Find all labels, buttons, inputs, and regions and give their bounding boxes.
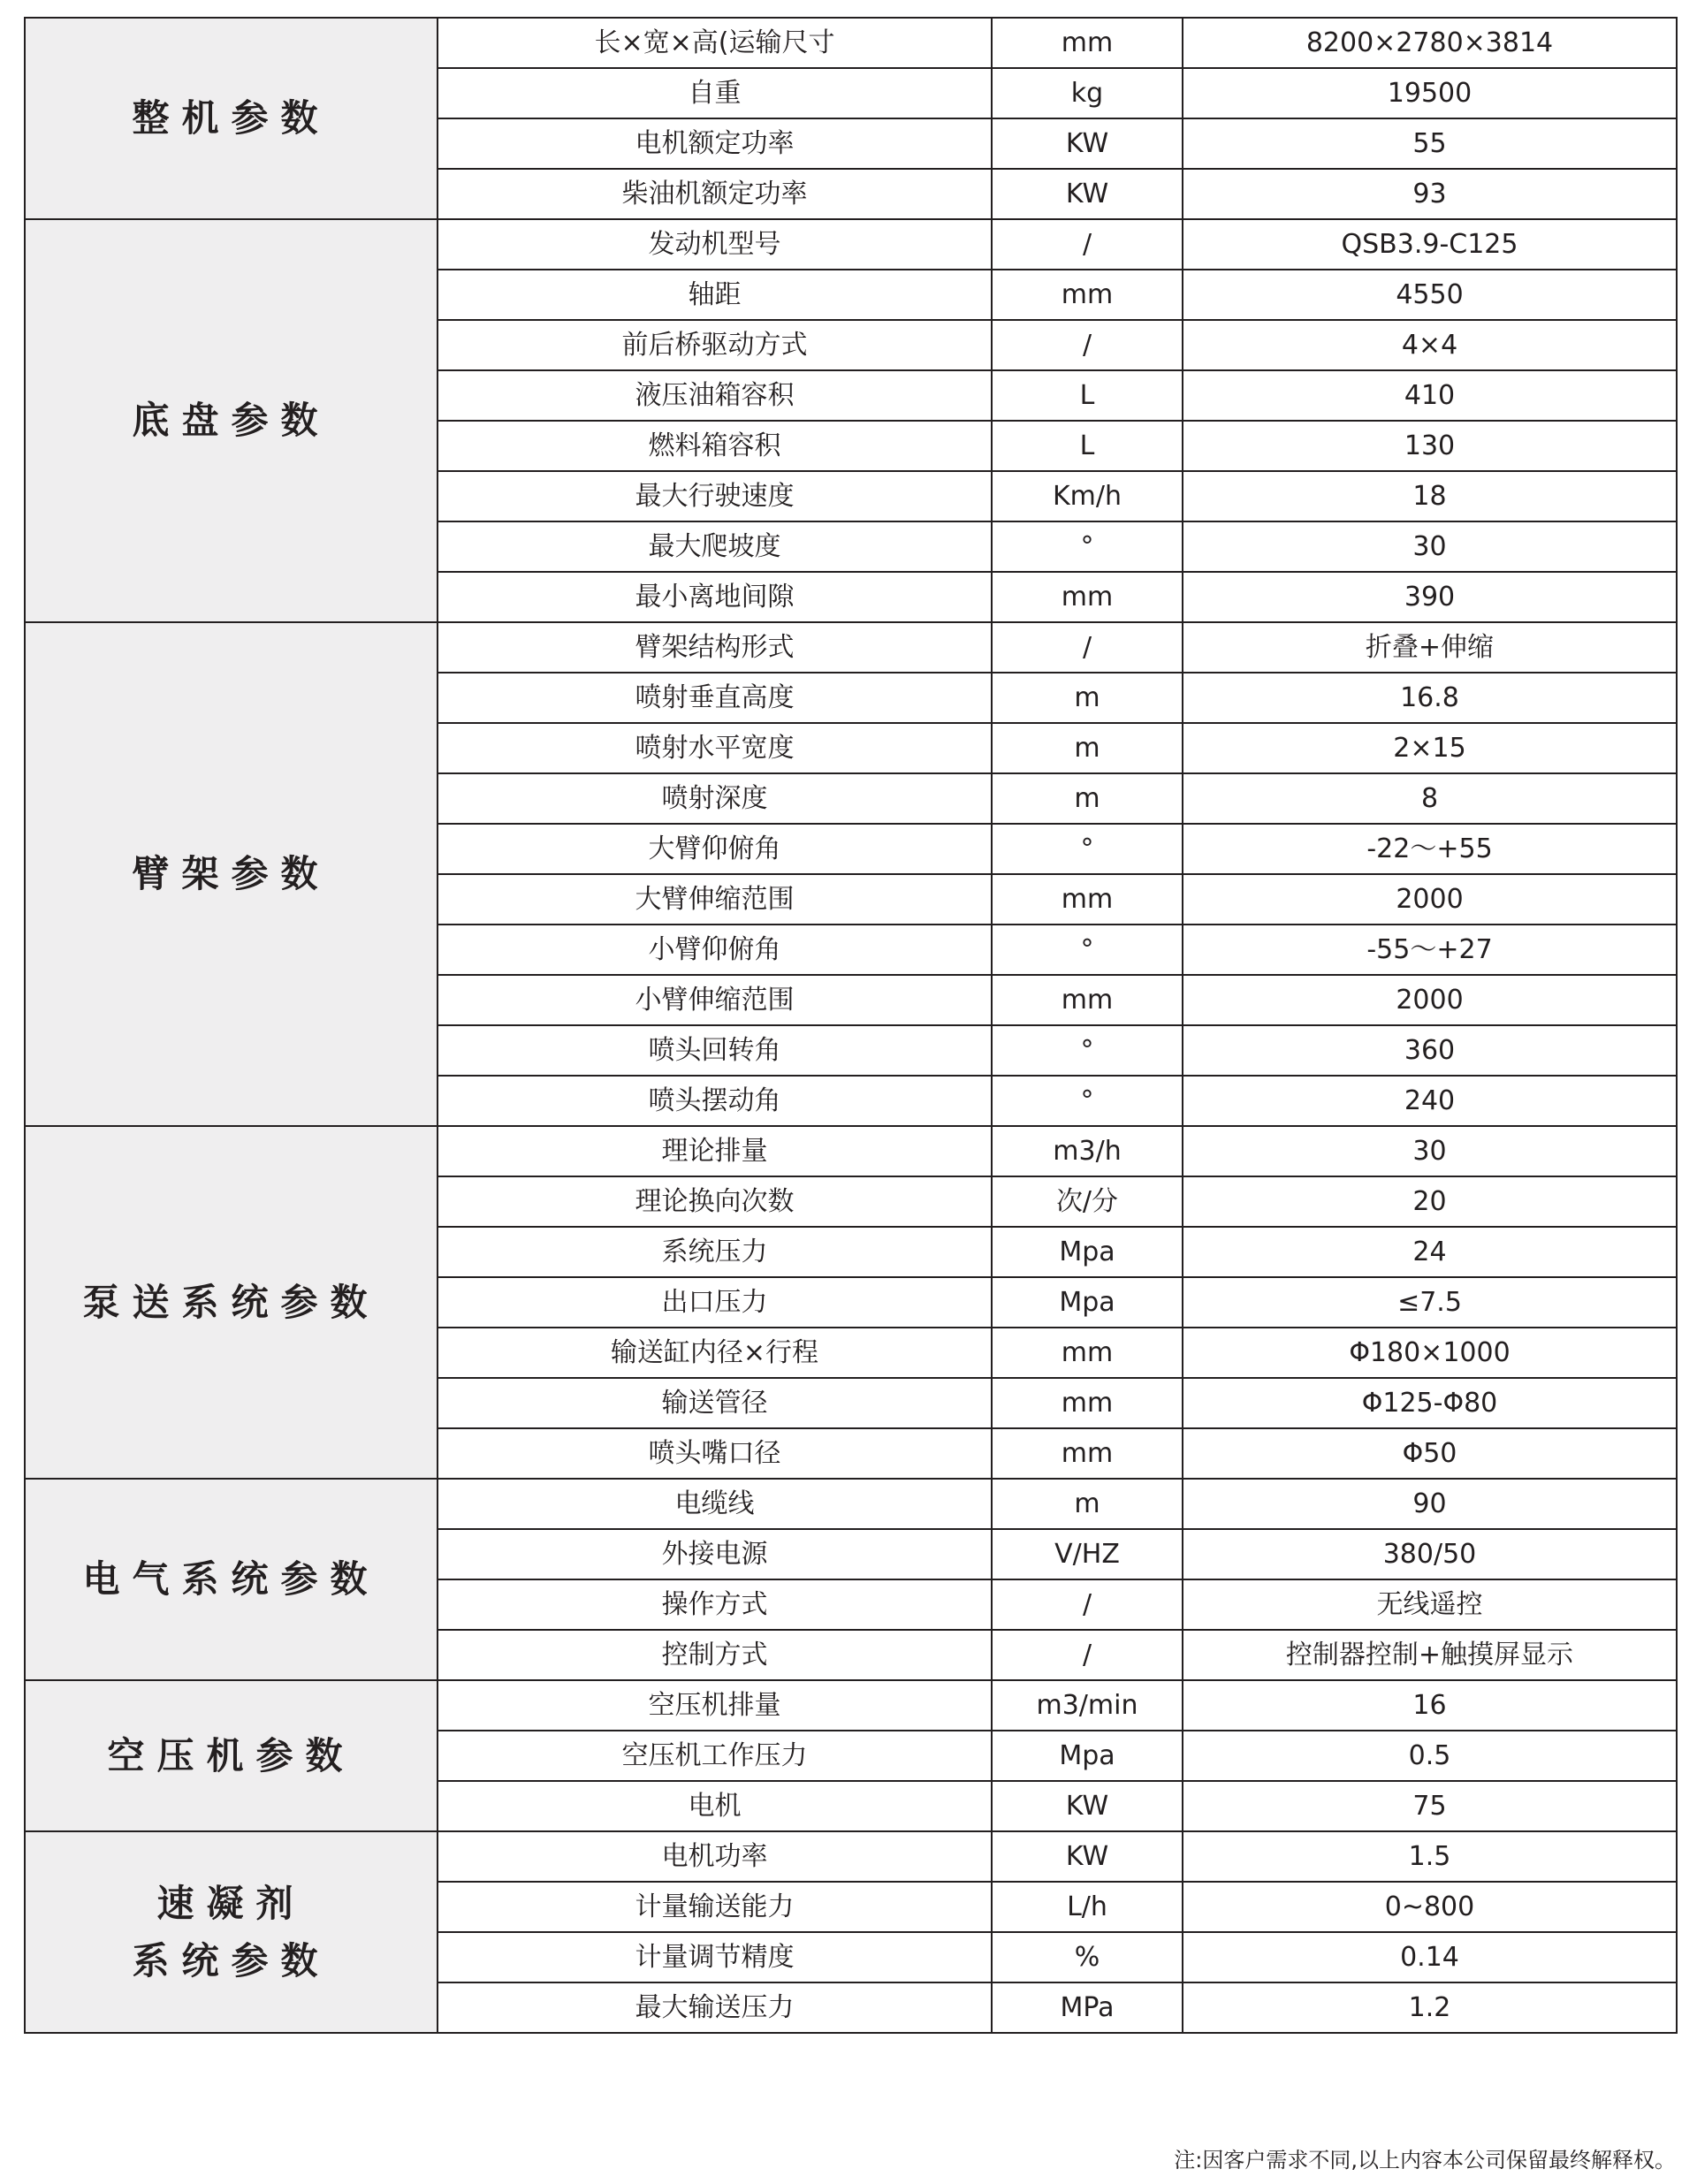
param-unit-cell: ° (992, 925, 1183, 975)
table-row (25, 1126, 1677, 1176)
param-name-cell: 电缆线 (438, 1479, 992, 1529)
param-unit-cell: mm (992, 1328, 1183, 1378)
param-value-cell: 0.5 (1183, 1731, 1677, 1781)
param-name-cell: 系统压力 (438, 1227, 992, 1277)
param-name-cell: 电机额定功率 (438, 118, 992, 169)
param-value-cell: 4×4 (1183, 320, 1677, 370)
table-row (25, 1680, 1677, 1731)
param-unit-cell: Km/h (992, 471, 1183, 521)
param-name-cell: 最大爬坡度 (438, 521, 992, 572)
param-name-cell: 大臂伸缩范围 (438, 874, 992, 925)
param-name-cell: 前后桥驱动方式 (438, 320, 992, 370)
param-value-cell: 2000 (1183, 975, 1677, 1025)
spec-table-body (25, 18, 1677, 2033)
param-value-cell: 24 (1183, 1227, 1677, 1277)
param-unit-cell: m (992, 1479, 1183, 1529)
param-value-cell: 55 (1183, 118, 1677, 169)
param-value-cell: 2000 (1183, 874, 1677, 925)
table-row (25, 1831, 1677, 1882)
table-row (25, 18, 1677, 68)
group-label (25, 219, 438, 622)
param-value-cell: 30 (1183, 1126, 1677, 1176)
param-unit-cell: ° (992, 1076, 1183, 1126)
param-unit-cell: % (992, 1932, 1183, 1982)
param-name-cell: 喷头嘴口径 (438, 1428, 992, 1479)
group-label-line: 系统参数 (132, 1939, 331, 1982)
param-unit-cell: / (992, 1630, 1183, 1680)
param-unit-cell: m3/h (992, 1126, 1183, 1176)
param-unit-cell: mm (992, 874, 1183, 925)
group-label (25, 1831, 438, 2033)
spec-table (24, 17, 1678, 2034)
param-unit-cell: KW (992, 1781, 1183, 1831)
param-unit-cell: mm (992, 270, 1183, 320)
param-name-cell: 液压油箱容积 (438, 370, 992, 421)
param-name-cell: 计量调节精度 (438, 1932, 992, 1982)
param-value-cell: 16 (1183, 1680, 1677, 1731)
param-name-cell: 操作方式 (438, 1579, 992, 1630)
param-unit-cell: KW (992, 169, 1183, 219)
param-value-cell: 18 (1183, 471, 1677, 521)
param-value-cell: Φ180×1000 (1183, 1328, 1677, 1378)
param-name-cell: 出口压力 (438, 1277, 992, 1328)
param-name-cell: 理论排量 (438, 1126, 992, 1176)
param-value-cell: 1.5 (1183, 1831, 1677, 1882)
param-value-cell: ≤7.5 (1183, 1277, 1677, 1328)
param-value-cell: 75 (1183, 1781, 1677, 1831)
param-unit-cell: ° (992, 1025, 1183, 1076)
group-label-line: 速凝剂 (156, 1881, 306, 1925)
param-value-cell: 380/50 (1183, 1529, 1677, 1579)
param-unit-cell: L/h (992, 1882, 1183, 1932)
param-value-cell: -55～+27 (1183, 925, 1677, 975)
param-name-cell: 最小离地间隙 (438, 572, 992, 622)
param-name-cell: 输送缸内径×行程 (438, 1328, 992, 1378)
param-unit-cell: m (992, 773, 1183, 824)
param-value-cell: 90 (1183, 1479, 1677, 1529)
param-name-cell: 喷头回转角 (438, 1025, 992, 1076)
param-unit-cell: Mpa (992, 1731, 1183, 1781)
param-value-cell: Φ125-Φ80 (1183, 1378, 1677, 1428)
param-value-cell: 390 (1183, 572, 1677, 622)
param-value-cell: 93 (1183, 169, 1677, 219)
group-label-line: 电气系统参数 (82, 1557, 380, 1602)
param-name-cell: 大臂仰俯角 (438, 824, 992, 874)
param-unit-cell: m3/min (992, 1680, 1183, 1731)
param-value-cell: QSB3.9-C125 (1183, 219, 1677, 270)
param-value-cell: 19500 (1183, 68, 1677, 118)
param-unit-cell: mm (992, 1428, 1183, 1479)
param-value-cell: 20 (1183, 1176, 1677, 1227)
param-name-cell: 最大行驶速度 (438, 471, 992, 521)
table-row (25, 1479, 1677, 1529)
group-label-line: 空压机参数 (107, 1733, 355, 1777)
param-name-cell: 空压机排量 (438, 1680, 992, 1731)
param-value-cell: 8 (1183, 773, 1677, 824)
param-value-cell: 无线遥控 (1183, 1579, 1677, 1630)
param-name-cell: 电机功率 (438, 1831, 992, 1882)
param-value-cell: 240 (1183, 1076, 1677, 1126)
param-unit-cell: mm (992, 1378, 1183, 1428)
param-unit-cell: / (992, 320, 1183, 370)
param-unit-cell: Mpa (992, 1227, 1183, 1277)
group-label-line: 底盘参数 (132, 399, 331, 443)
param-unit-cell: KW (992, 118, 1183, 169)
param-value-cell: 0.14 (1183, 1932, 1677, 1982)
param-name-cell: 小臂仰俯角 (438, 925, 992, 975)
param-name-cell: 控制方式 (438, 1630, 992, 1680)
param-unit-cell: / (992, 1579, 1183, 1630)
group-label (25, 1680, 438, 1831)
param-name-cell: 输送管径 (438, 1378, 992, 1428)
param-value-cell: 30 (1183, 521, 1677, 572)
table-row (25, 622, 1677, 673)
param-value-cell: 控制器控制+触摸屏显示 (1183, 1630, 1677, 1680)
param-value-cell: 2×15 (1183, 723, 1677, 773)
param-unit-cell: 次/分 (992, 1176, 1183, 1227)
param-name-cell: 电机 (438, 1781, 992, 1831)
param-name-cell: 喷射垂直高度 (438, 673, 992, 723)
group-label (25, 18, 438, 219)
param-name-cell: 理论换向次数 (438, 1176, 992, 1227)
param-value-cell: 360 (1183, 1025, 1677, 1076)
param-name-cell: 臂架结构形式 (438, 622, 992, 673)
param-name-cell: 发动机型号 (438, 219, 992, 270)
param-unit-cell: / (992, 622, 1183, 673)
param-name-cell: 空压机工作压力 (438, 1731, 992, 1781)
param-value-cell: 130 (1183, 421, 1677, 471)
param-value-cell: 1.2 (1183, 1982, 1677, 2033)
param-value-cell: Φ50 (1183, 1428, 1677, 1479)
param-unit-cell: kg (992, 68, 1183, 118)
param-unit-cell: MPa (992, 1982, 1183, 2033)
group-label-line: 臂架参数 (132, 852, 331, 896)
param-unit-cell: mm (992, 18, 1183, 68)
param-unit-cell: KW (992, 1831, 1183, 1882)
group-label (25, 1479, 438, 1680)
param-name-cell: 自重 (438, 68, 992, 118)
param-unit-cell: m (992, 723, 1183, 773)
param-name-cell: 喷射深度 (438, 773, 992, 824)
group-label-line: 整机参数 (132, 96, 331, 141)
group-label (25, 1126, 438, 1479)
param-unit-cell: Mpa (992, 1277, 1183, 1328)
param-value-cell: 0~800 (1183, 1882, 1677, 1932)
param-name-cell: 轴距 (438, 270, 992, 320)
param-unit-cell: ° (992, 824, 1183, 874)
param-value-cell: 16.8 (1183, 673, 1677, 723)
param-name-cell: 小臂伸缩范围 (438, 975, 992, 1025)
param-unit-cell: L (992, 370, 1183, 421)
param-name-cell: 最大输送压力 (438, 1982, 992, 2033)
param-name-cell: 喷射水平宽度 (438, 723, 992, 773)
footnote: 注:因客户需求不同,以上内容本公司保留最终解释权。 (1174, 2148, 1676, 2173)
param-unit-cell: mm (992, 572, 1183, 622)
param-name-cell: 燃料箱容积 (438, 421, 992, 471)
param-unit-cell: V/HZ (992, 1529, 1183, 1579)
param-value-cell: 折叠+伸缩 (1183, 622, 1677, 673)
param-name-cell: 计量输送能力 (438, 1882, 992, 1932)
param-value-cell: 4550 (1183, 270, 1677, 320)
param-name-cell: 喷头摆动角 (438, 1076, 992, 1126)
param-unit-cell: mm (992, 975, 1183, 1025)
param-name-cell: 外接电源 (438, 1529, 992, 1579)
param-value-cell: 8200×2780×3814 (1183, 18, 1677, 68)
param-value-cell: 410 (1183, 370, 1677, 421)
param-unit-cell: / (992, 219, 1183, 270)
param-unit-cell: L (992, 421, 1183, 471)
group-label (25, 622, 438, 1126)
param-name-cell: 柴油机额定功率 (438, 169, 992, 219)
param-value-cell: -22～+55 (1183, 824, 1677, 874)
group-label-line: 泵送系统参数 (82, 1280, 380, 1324)
param-name-cell: 长×宽×高(运输尺寸 (438, 18, 992, 68)
param-unit-cell: ° (992, 521, 1183, 572)
param-unit-cell: m (992, 673, 1183, 723)
table-row (25, 219, 1677, 270)
